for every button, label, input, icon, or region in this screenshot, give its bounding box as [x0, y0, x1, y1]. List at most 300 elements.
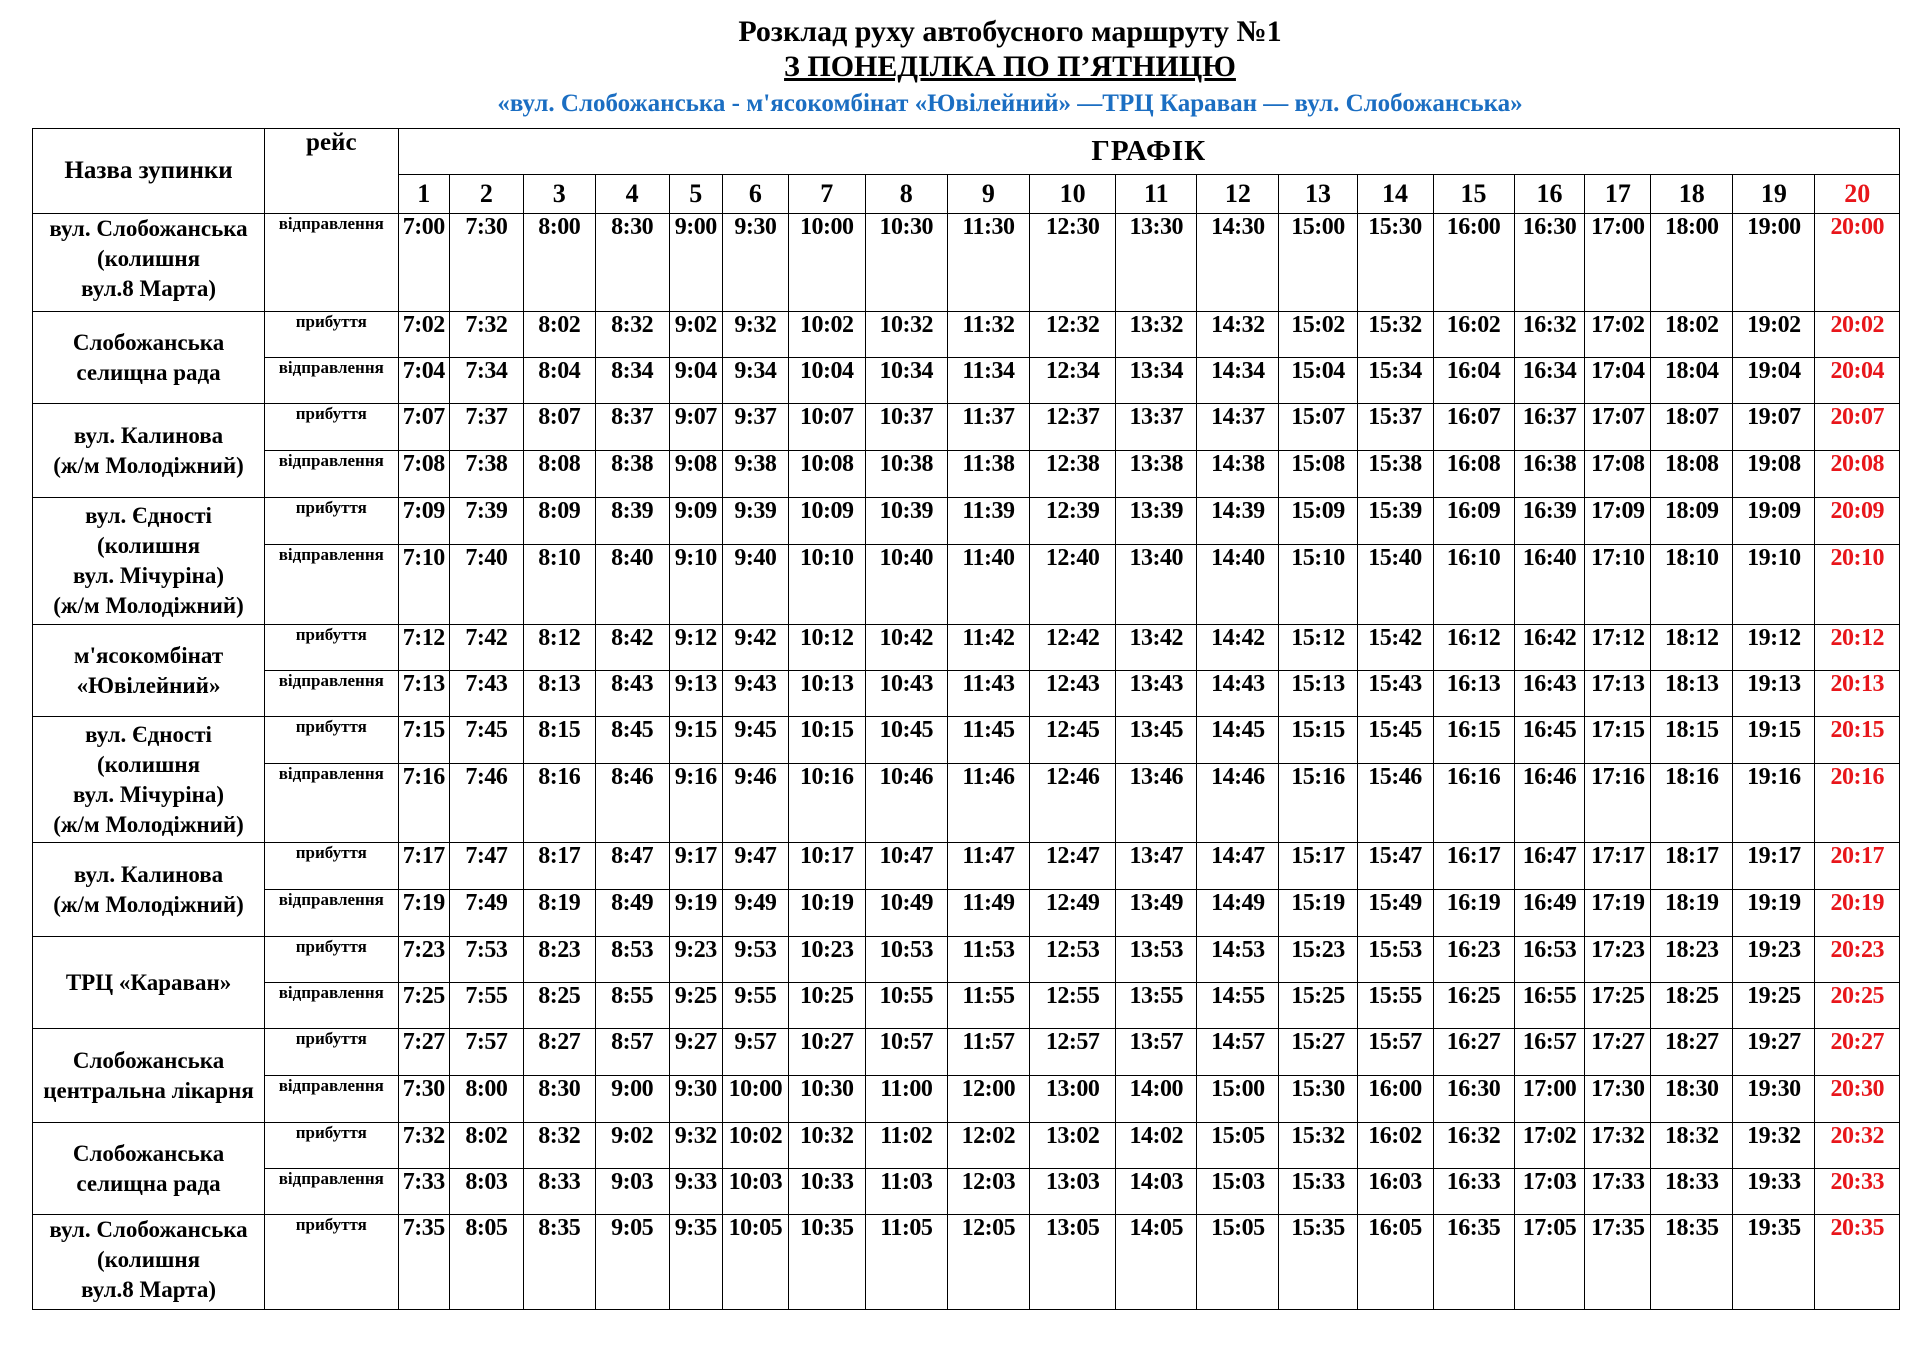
stop-name-line: «Ювілейний» [76, 672, 221, 698]
time-cell: 19:35 [1733, 1215, 1815, 1310]
table-row [33, 671, 1900, 717]
trip-kind: відправлення [265, 890, 398, 937]
time-cell: 14:38 [1197, 451, 1279, 498]
time-cell: 12:47 [1029, 843, 1115, 890]
time-cell: 10:15 [788, 717, 865, 764]
time-cell: 9:00 [669, 214, 722, 312]
time-cell: 13:53 [1116, 937, 1197, 983]
graph-number: 8 [865, 174, 947, 213]
time-cell: 11:38 [947, 451, 1029, 498]
stop-header: Назва зупинки [33, 129, 265, 214]
trip-kind: відправлення [265, 764, 398, 843]
time-cell: 9:03 [595, 1169, 669, 1215]
time-cell: 7:53 [449, 937, 523, 983]
time-cell: 17:35 [1585, 1215, 1651, 1310]
time-cell: 17:00 [1514, 1076, 1585, 1123]
time-cell: 10:43 [865, 671, 947, 717]
time-cell: 8:08 [523, 451, 595, 498]
time-cell: 18:13 [1651, 671, 1733, 717]
time-cell: 10:27 [788, 1029, 865, 1076]
time-cell: 9:32 [669, 1123, 722, 1169]
time-cell: 20:07 [1815, 404, 1900, 451]
stop-name [33, 625, 265, 717]
table-row [33, 214, 1900, 312]
stop-name [33, 1123, 265, 1215]
time-cell: 9:05 [595, 1215, 669, 1310]
time-cell: 9:13 [669, 671, 722, 717]
time-cell: 15:09 [1279, 498, 1357, 545]
time-cell: 18:25 [1651, 983, 1733, 1029]
time-cell: 19:32 [1733, 1123, 1815, 1169]
time-cell: 15:47 [1357, 843, 1433, 890]
time-cell: 14:47 [1197, 843, 1279, 890]
stop-name-line: вул. Калинова [73, 422, 224, 448]
trip-kind: відправлення [265, 671, 398, 717]
time-cell: 15:30 [1357, 214, 1433, 312]
time-cell: 10:32 [788, 1123, 865, 1169]
trip-kind: прибуття [265, 404, 398, 451]
time-cell: 12:02 [947, 1123, 1029, 1169]
time-cell: 15:42 [1357, 625, 1433, 671]
time-cell: 10:09 [788, 498, 865, 545]
time-cell: 7:57 [449, 1029, 523, 1076]
time-cell: 8:49 [595, 890, 669, 937]
time-cell: 16:00 [1357, 1076, 1433, 1123]
time-cell: 7:43 [449, 671, 523, 717]
time-cell: 14:49 [1197, 890, 1279, 937]
time-cell: 12:05 [947, 1215, 1029, 1310]
time-cell: 19:16 [1733, 764, 1815, 843]
time-cell: 11:40 [947, 545, 1029, 625]
time-cell: 11:49 [947, 890, 1029, 937]
trip-kind: прибуття [265, 937, 398, 983]
time-cell: 9:08 [669, 451, 722, 498]
time-cell: 8:45 [595, 717, 669, 764]
time-cell: 13:39 [1116, 498, 1197, 545]
time-cell: 7:25 [398, 983, 449, 1029]
time-cell: 12:03 [947, 1169, 1029, 1215]
time-cell: 18:19 [1651, 890, 1733, 937]
time-cell: 18:12 [1651, 625, 1733, 671]
time-cell: 8:39 [595, 498, 669, 545]
table-row [33, 1215, 1900, 1310]
table-row [33, 451, 1900, 498]
time-cell: 16:43 [1514, 671, 1585, 717]
time-cell: 16:38 [1514, 451, 1585, 498]
page-title: Розклад руху автобусного маршруту №1 [738, 15, 1282, 48]
time-cell: 18:27 [1651, 1029, 1733, 1076]
time-cell: 11:53 [947, 937, 1029, 983]
time-cell: 18:08 [1651, 451, 1733, 498]
time-cell: 15:08 [1279, 451, 1357, 498]
time-cell: 19:12 [1733, 625, 1815, 671]
time-cell: 7:46 [449, 764, 523, 843]
time-cell: 9:30 [669, 1076, 722, 1123]
time-cell: 15:43 [1357, 671, 1433, 717]
table-row [33, 1123, 1900, 1169]
time-cell: 15:03 [1197, 1169, 1279, 1215]
stop-name-line: вул.8 Марта) [81, 1277, 216, 1302]
time-cell: 20:30 [1815, 1076, 1900, 1123]
stop-name-line: вул. Мічуріна) [72, 781, 225, 807]
time-cell: 15:34 [1357, 358, 1433, 404]
time-cell: 10:42 [865, 625, 947, 671]
time-cell: 15:49 [1357, 890, 1433, 937]
time-cell: 16:02 [1357, 1123, 1433, 1169]
time-cell: 16:16 [1433, 764, 1514, 843]
trip-kind: прибуття [265, 625, 398, 671]
time-cell: 15:07 [1279, 404, 1357, 451]
time-cell: 16:30 [1433, 1076, 1514, 1123]
time-cell: 10:04 [788, 358, 865, 404]
time-cell: 19:13 [1733, 671, 1815, 717]
time-cell: 7:09 [398, 498, 449, 545]
trip-header: рейс [265, 129, 398, 214]
route-description: «вул. Слобожанська - м'ясокомбінат «Ювілейний» —ТРЦ Караван — вул. Слобожанська» [497, 90, 1523, 117]
time-cell: 15:15 [1279, 717, 1357, 764]
time-cell: 16:55 [1514, 983, 1585, 1029]
time-cell: 11:57 [947, 1029, 1029, 1076]
stop-name [33, 1215, 265, 1310]
time-cell: 9:10 [669, 545, 722, 625]
stop-name-line: селищна рада [76, 359, 221, 385]
time-cell: 8:05 [449, 1215, 523, 1310]
trip-kind: відправлення [265, 1169, 398, 1215]
time-cell: 16:08 [1433, 451, 1514, 498]
graph-number: 5 [669, 174, 722, 213]
time-cell: 9:19 [669, 890, 722, 937]
time-cell: 12:55 [1029, 983, 1115, 1029]
time-cell: 18:35 [1651, 1215, 1733, 1310]
graph-number: 11 [1116, 174, 1197, 213]
table-row [33, 1169, 1900, 1215]
stop-name-line: центральна лікарня [43, 1077, 254, 1103]
graph-number: 12 [1197, 174, 1279, 213]
stop-name [33, 214, 265, 312]
time-cell: 10:17 [788, 843, 865, 890]
time-cell: 15:17 [1279, 843, 1357, 890]
time-cell: 14:02 [1116, 1123, 1197, 1169]
time-cell: 9:39 [722, 498, 788, 545]
time-cell: 20:09 [1815, 498, 1900, 545]
time-cell: 16:00 [1433, 214, 1514, 312]
stop-name-line: (колишня [96, 533, 201, 558]
time-cell: 10:10 [788, 545, 865, 625]
time-cell: 9:33 [669, 1169, 722, 1215]
time-cell: 7:08 [398, 451, 449, 498]
time-cell: 14:57 [1197, 1029, 1279, 1076]
table-row [33, 312, 1900, 358]
time-cell: 17:25 [1585, 983, 1651, 1029]
time-cell: 16:57 [1514, 1029, 1585, 1076]
time-cell: 18:32 [1651, 1123, 1733, 1169]
time-cell: 7:10 [398, 545, 449, 625]
time-cell: 7:38 [449, 451, 523, 498]
time-cell: 9:02 [595, 1123, 669, 1169]
time-cell: 19:08 [1733, 451, 1815, 498]
time-cell: 16:25 [1433, 983, 1514, 1029]
trip-kind: відправлення [265, 214, 398, 312]
time-cell: 7:19 [398, 890, 449, 937]
schedule-body [33, 214, 1900, 1310]
time-cell: 9:04 [669, 358, 722, 404]
time-cell: 9:07 [669, 404, 722, 451]
stop-name-line: (колишня [96, 1247, 201, 1272]
time-cell: 13:40 [1116, 545, 1197, 625]
stop-name-line: Слобожанська [72, 1047, 225, 1073]
graph-number: 2 [449, 174, 523, 213]
table-row [33, 625, 1900, 671]
time-cell: 8:42 [595, 625, 669, 671]
time-cell: 11:43 [947, 671, 1029, 717]
time-cell: 11:46 [947, 764, 1029, 843]
time-cell: 8:27 [523, 1029, 595, 1076]
time-cell: 19:23 [1733, 937, 1815, 983]
time-cell: 15:30 [1279, 1076, 1357, 1123]
time-cell: 19:17 [1733, 843, 1815, 890]
time-cell: 9:16 [669, 764, 722, 843]
time-cell: 12:42 [1029, 625, 1115, 671]
time-cell: 15:37 [1357, 404, 1433, 451]
time-cell: 9:42 [722, 625, 788, 671]
time-cell: 8:23 [523, 937, 595, 983]
time-cell: 15:35 [1279, 1215, 1357, 1310]
graph-number: 16 [1514, 174, 1585, 213]
time-cell: 8:30 [595, 214, 669, 312]
time-cell: 14:40 [1197, 545, 1279, 625]
time-cell: 9:17 [669, 843, 722, 890]
stop-name-line: Слобожанська [72, 1140, 225, 1166]
time-cell: 20:32 [1815, 1123, 1900, 1169]
time-cell: 9:09 [669, 498, 722, 545]
time-cell: 10:19 [788, 890, 865, 937]
graph-number: 17 [1585, 174, 1651, 213]
time-cell: 15:04 [1279, 358, 1357, 404]
time-cell: 16:39 [1514, 498, 1585, 545]
trip-kind: відправлення [265, 545, 398, 625]
time-cell: 19:19 [1733, 890, 1815, 937]
time-cell: 16:33 [1433, 1169, 1514, 1215]
table-row [33, 1029, 1900, 1076]
time-cell: 15:46 [1357, 764, 1433, 843]
time-cell: 15:40 [1357, 545, 1433, 625]
table-row [33, 890, 1900, 937]
time-cell: 8:33 [523, 1169, 595, 1215]
time-cell: 19:07 [1733, 404, 1815, 451]
time-cell: 10:02 [722, 1123, 788, 1169]
graph-number: 9 [947, 174, 1029, 213]
time-cell: 13:45 [1116, 717, 1197, 764]
time-cell: 18:33 [1651, 1169, 1733, 1215]
time-cell: 8:13 [523, 671, 595, 717]
time-cell: 11:03 [865, 1169, 947, 1215]
stop-name-line: (колишня [96, 246, 201, 271]
time-cell: 12:45 [1029, 717, 1115, 764]
stop-name-line: (ж/м Молодіжний) [53, 891, 244, 917]
time-cell: 8:03 [449, 1169, 523, 1215]
time-cell: 9:53 [722, 937, 788, 983]
time-cell: 7:04 [398, 358, 449, 404]
time-cell: 13:55 [1116, 983, 1197, 1029]
time-cell: 15:27 [1279, 1029, 1357, 1076]
time-cell: 10:25 [788, 983, 865, 1029]
time-cell: 10:13 [788, 671, 865, 717]
graph-number: 13 [1279, 174, 1357, 213]
stop-name [33, 717, 265, 843]
graph-number: 10 [1029, 174, 1115, 213]
stop-name-line: (ж/м Молодіжний) [53, 452, 244, 478]
time-cell: 9:40 [722, 545, 788, 625]
graph-number: 4 [595, 174, 669, 213]
time-cell: 13:46 [1116, 764, 1197, 843]
time-cell: 14:03 [1116, 1169, 1197, 1215]
time-cell: 15:25 [1279, 983, 1357, 1029]
time-cell: 12:38 [1029, 451, 1115, 498]
time-cell: 14:46 [1197, 764, 1279, 843]
time-cell: 7:12 [398, 625, 449, 671]
time-cell: 9:02 [669, 312, 722, 358]
table-row [33, 498, 1900, 545]
time-cell: 16:35 [1433, 1215, 1514, 1310]
time-cell: 16:40 [1514, 545, 1585, 625]
time-cell: 11:37 [947, 404, 1029, 451]
time-cell: 10:34 [865, 358, 947, 404]
stop-name-line: (ж/м Молодіжний) [53, 593, 244, 618]
graph-number: 3 [523, 174, 595, 213]
time-cell: 15:12 [1279, 625, 1357, 671]
time-cell: 16:34 [1514, 358, 1585, 404]
graph-number: 1 [398, 174, 449, 213]
time-cell: 10:46 [865, 764, 947, 843]
time-cell: 9:38 [722, 451, 788, 498]
time-cell: 7:13 [398, 671, 449, 717]
time-cell: 7:40 [449, 545, 523, 625]
time-cell: 17:03 [1514, 1169, 1585, 1215]
time-cell: 10:30 [788, 1076, 865, 1123]
time-cell: 17:17 [1585, 843, 1651, 890]
time-cell: 17:04 [1585, 358, 1651, 404]
time-cell: 16:05 [1357, 1215, 1433, 1310]
time-cell: 16:19 [1433, 890, 1514, 937]
time-cell: 18:09 [1651, 498, 1733, 545]
header-row [33, 129, 1900, 175]
trip-kind: відправлення [265, 1076, 398, 1123]
time-cell: 9:34 [722, 358, 788, 404]
time-cell: 8:17 [523, 843, 595, 890]
time-cell: 13:43 [1116, 671, 1197, 717]
time-cell: 10:49 [865, 890, 947, 937]
time-cell: 7:30 [398, 1076, 449, 1123]
time-cell: 16:09 [1433, 498, 1514, 545]
time-cell: 8:02 [523, 312, 595, 358]
time-cell: 7:55 [449, 983, 523, 1029]
stop-name-line: (колишня [96, 751, 201, 777]
time-cell: 10:47 [865, 843, 947, 890]
time-cell: 10:30 [865, 214, 947, 312]
page-subtitle: З ПОНЕДІЛКА ПО П’ЯТНИЦЮ [784, 50, 1236, 83]
schedule-header: ГРАФІК [398, 129, 1899, 175]
time-cell: 15:57 [1357, 1029, 1433, 1076]
time-cell: 15:02 [1279, 312, 1357, 358]
time-cell: 8:30 [523, 1076, 595, 1123]
time-cell: 17:02 [1514, 1123, 1585, 1169]
time-cell: 7:45 [449, 717, 523, 764]
time-cell: 8:55 [595, 983, 669, 1029]
stop-name [33, 312, 265, 404]
time-cell: 19:09 [1733, 498, 1815, 545]
time-cell: 20:15 [1815, 717, 1900, 764]
time-cell: 16:12 [1433, 625, 1514, 671]
time-cell: 10:39 [865, 498, 947, 545]
time-cell: 16:04 [1433, 358, 1514, 404]
time-cell: 16:32 [1514, 312, 1585, 358]
table-row [33, 717, 1900, 764]
time-cell: 8:09 [523, 498, 595, 545]
time-cell: 9:45 [722, 717, 788, 764]
time-cell: 7:33 [398, 1169, 449, 1215]
time-cell: 12:39 [1029, 498, 1115, 545]
time-cell: 17:16 [1585, 764, 1651, 843]
time-cell: 11:39 [947, 498, 1029, 545]
time-cell: 14:05 [1116, 1215, 1197, 1310]
time-cell: 9:30 [722, 214, 788, 312]
time-cell: 16:42 [1514, 625, 1585, 671]
stop-name-line: вул. Калинова [73, 861, 224, 887]
time-cell: 12:53 [1029, 937, 1115, 983]
time-cell: 13:47 [1116, 843, 1197, 890]
time-cell: 8:12 [523, 625, 595, 671]
time-cell: 15:38 [1357, 451, 1433, 498]
time-cell: 8:07 [523, 404, 595, 451]
time-cell: 17:08 [1585, 451, 1651, 498]
time-cell: 15:55 [1357, 983, 1433, 1029]
trip-kind: відправлення [265, 451, 398, 498]
time-cell: 16:07 [1433, 404, 1514, 451]
time-cell: 11:45 [947, 717, 1029, 764]
time-cell: 7:37 [449, 404, 523, 451]
time-cell: 20:00 [1815, 214, 1900, 312]
time-cell: 8:04 [523, 358, 595, 404]
graph-number: 15 [1433, 174, 1514, 213]
time-cell: 18:30 [1651, 1076, 1733, 1123]
time-cell: 10:03 [722, 1169, 788, 1215]
time-cell: 10:53 [865, 937, 947, 983]
time-cell: 9:57 [722, 1029, 788, 1076]
time-cell: 13:32 [1116, 312, 1197, 358]
trip-kind: прибуття [265, 1123, 398, 1169]
stop-name-line: вул. Слобожанська [49, 1217, 248, 1242]
time-cell: 8:10 [523, 545, 595, 625]
time-cell: 8:32 [523, 1123, 595, 1169]
time-cell: 13:03 [1029, 1169, 1115, 1215]
time-cell: 14:30 [1197, 214, 1279, 312]
time-cell: 11:55 [947, 983, 1029, 1029]
time-cell: 10:35 [788, 1215, 865, 1310]
time-cell: 9:46 [722, 764, 788, 843]
time-cell: 14:55 [1197, 983, 1279, 1029]
time-cell: 9:47 [722, 843, 788, 890]
time-cell: 13:34 [1116, 358, 1197, 404]
time-cell: 16:17 [1433, 843, 1514, 890]
stop-name [33, 1029, 265, 1123]
table-row [33, 937, 1900, 983]
time-cell: 15:23 [1279, 937, 1357, 983]
time-cell: 15:45 [1357, 717, 1433, 764]
time-cell: 12:30 [1029, 214, 1115, 312]
schedule-table [32, 128, 1900, 1310]
stop-name-line: м'ясокомбінат [73, 642, 224, 668]
time-cell: 15:05 [1197, 1215, 1279, 1310]
